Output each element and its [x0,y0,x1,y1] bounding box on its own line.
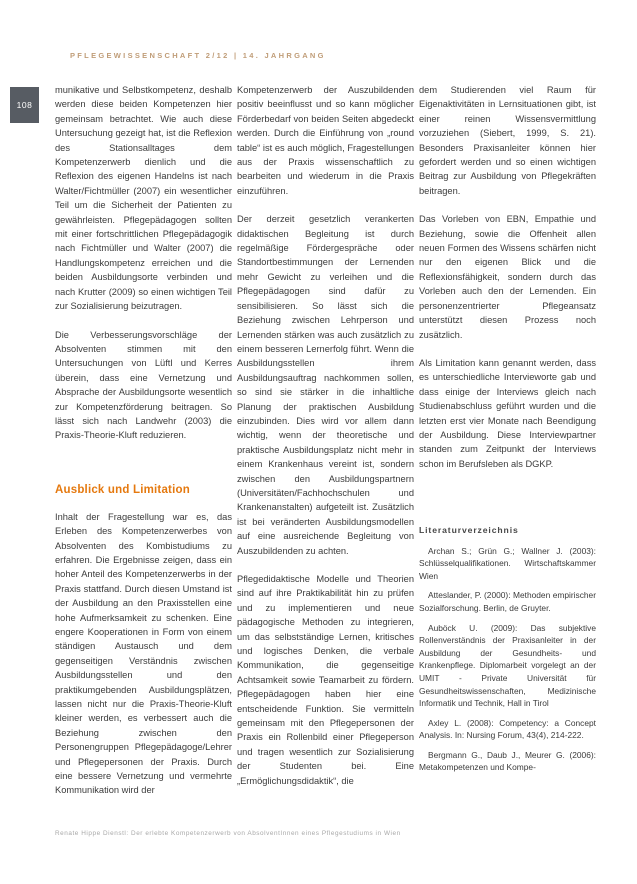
references-heading: Literaturverzeichnis [419,525,519,536]
body-paragraph: Der derzeit gesetzlich verankerten didaktischen Begleitung ist durch regelmäßige Fördergespräche oder Standortbestimmungen der Lernenden mehr Gewicht zu verleihen und die Pflegepädagogen sind dafür zu sensibilisieren. So lässt sich die Beziehung zwischen Lehrperson und Lernenden stärken was auch zusätzlich zu einem besseren Lernerfolg führt. Wenn die Ausbildungsstellen ihrem Ausbildungsauftrag nachkommen sollen, so sind sie stärker in die inhaltliche Planung der praktischen Ausbildung einzubinden. Dies wird vor allem dann wichtig, wenn der theoretische und praktische Ausbildungsplatz nicht mehr in einem Krankenhaus vereint ist, sondern zwischen den Ausbildungspartnern (Universitäten/Fachhochschulen und Krankenanstalten) aufgeteilt ist. Zusätzlich ist bei veränderten Ausbildungsmodellen auf eine ausreichende Begleitung von Auszubildenden zu achten. [237,214,414,556]
reference-entry: Bergmann G., Daub J., Meurer G. (2006): Metakompetenzen und Kompe- [419,749,596,773]
reference-entry: Axley L. (2008): Competency: a Concept Analysis. In: Nursing Forum, 43(4), 214-222. [419,717,596,741]
body-paragraph: Die Verbesserungsvorschläge der Absolventen stimmen mit den Untersuchungen von Lüftl und Kerres überein, dass eine Vernetzung und Absprache der Ausbildungsorte wesentlich zur Kompetenzförderung beitragen. So lässt sich nach Landwehr (2003) die Praxis-Theorie-Kluft reduzieren. [55,329,232,441]
body-paragraph: Das Vorleben von EBN, Empathie und Beziehung, sowie die Offenheit allen neuen Formen des Wissens schärfen nicht nur den eigenen Blick und die Reflexionsfähigkeit, sondern durch das Vorleben auch den der Lernenden. Ein personenzentrierter Pflegeansatz unterstützt diesen Prozess noch zusätzlich. [419,214,596,340]
body-paragraph: Pflegedidaktische Modelle und Theorien sind auf ihre Praktikabilität hin zu prüfen und zu implementieren und neue pädagogische Methoden zu integrieren, um das selbstständige Lernen, kritisches und logisches Denken, die verbale Kommunikation, die gegenseitige Achtsamkeit sowie Teamarbeit zu fördern. Pflegepädagogen haben hier eine entscheidende Funktion. Sie vermitteln gemeinsam mit den Pflegepersonen der Praxis ein Rollenbild einer Pflegeperson und tragen wesentlich zur Sozialisierung der Studenten bei. Eine „Ermöglichungsdidaktik“, die [237,574,414,786]
reference-entry: Archan S.; Grün G.; Wallner J. (2003): Schlüsselqualifikationen. Wirtschaftskammer Wien [419,545,596,581]
reference-entry: Atteslander, P. (2000): Methoden empirischer Sozialforschung. Berlin, de Gruyter. [419,590,596,613]
body-paragraph: munikative und Selbstkompetenz, deshalb werden diese beiden Kompetenzen hier gemeinsam betrachtet. Wie auch diese Untersuchung gezeigt hat, ist die Reflexion des Stationsalltages dem Kompetenzerwerb dienlich und die Reflexion des eigenen Handelns ist nach Walter/Fichtmüller (2007) ein wesentlicher Teil um die Sicherheit der Patienten zu gewährleisten. Pflegepädagogen sollten mit einer fortschrittlichen Pflegepädagogik nach Fichtmüller und Walter (2007) die Handlungskompetenz erreichen und die beiden Ausbildungsorte verbinden und nach Krutter (2009) so einen wichtigen Teil zur Sozialisierung beizutragen. [55,85,232,312]
text-column-1 [55,83,232,812]
text-column-2 [237,83,414,802]
body-paragraph: Inhalt der Fragestellung war es, das Erleben des Kompetenzerwerbes von Absolventen des Kombistudiums zu erfahren. Die Ergebnisse zeigen, dass ein hoher Anteil des Kompetenzerwerbs in der Praxis stattfand. Durch diesen Umstand ist der Ausbildung an den Praxisstellen eine hohe Aufmerksamkeit zu schenken. Eine engere Kooperationen in Form von einem ständigen Austausch und dem gegenseitigen Verständnis zwischen Ausbildungsstellen und den praktikumgebenden Ausbildungsplätzen, lassen nicht nur die Praxis-Theorie-Kluft kleiner werden, es verbessert auch die Beziehung zwischen den Personengruppen Pflegepädagoge/Lehrer und Pflegepersonen der Praxis. Durch eine bessere Vernetzung und vermehrte Kommunikation wird der [55,511,232,796]
page-footer-running-title: Renate Hippe Dienstl: Der erlebte Kompetenzerwerb von AbsolventInnen eines Pflegestudiums in Wien [55,830,401,837]
references-list [419,545,596,775]
body-paragraph: dem Studierenden viel Raum für Eigenaktivitäten in Lernsituationen gibt, ist einer reinen Wissensvermittlung vorzuziehen (Siebert, 1999, S. 21). Besonders Praxisanleiter können hier gefordert werden und so einen wichtigen Beitrag zur Ausbildung von Pflegekräften beitragen. [419,85,596,196]
text-column-3 [419,83,596,781]
page-number-badge: 108 [10,87,39,123]
journal-header: PFLEGEWISSENSCHAFT 2/12 | 14. JAHRGANG [70,51,326,60]
body-paragraph: Als Limitation kann genannt werden, dass es unterschiedliche Intervieworte gab und dass einige der Interviews gleich nach Studienabschluss geführt wurden und die letzten erst vier Monate nach Beendigung der Ausbildung. Diese Interviewpartner standen zum Zeitpunkt der Interviews schon im Berufsleben als DGKP. [419,357,596,469]
reference-entry: Auböck U. (2009): Das subjektive Rollenverständnis der Praxisanleiter in der Ausbildung der Gesundheits- und Krankenpflege. Diplomarbeit vorgelegt an der UMIT - Private Universität für Gesundheitswissenschaften, Medizinische Informatik und Technik, Hall in Tirol [419,622,596,709]
section-heading-ausblick-und-limitation: Ausblick und Limitation [55,483,190,496]
body-paragraph: Kompetenzerwerb der Auszubildenden positiv beeinflusst und so kann möglicher Förderbedarf von beiden Seiten abgedeckt werden. Durch die Einführung von „round table“ ist es auch möglich, Fragestellungen aus der Praxis wissenschaftlich zu bearbeiten und wiederum in die Praxis einzuführen. [237,85,414,196]
